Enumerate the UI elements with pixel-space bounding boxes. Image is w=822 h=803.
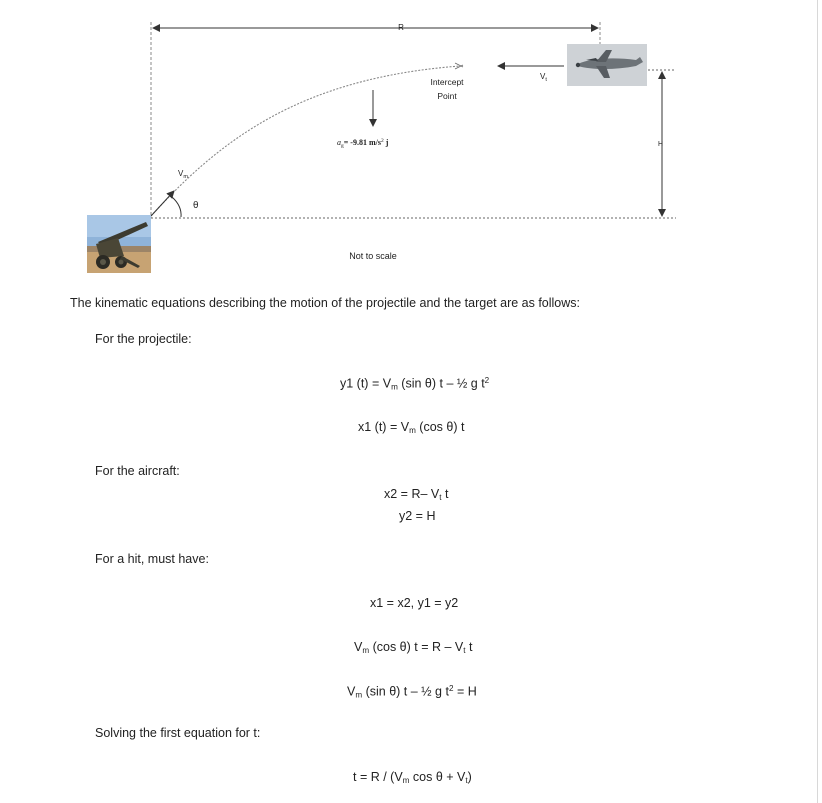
aircraft-photo <box>567 44 647 86</box>
angle-label: θ <box>193 201 199 211</box>
projectile-heading: For the projectile: <box>95 332 192 346</box>
muzzle-velocity-arrow <box>151 191 174 216</box>
equation-x1-subscript: m <box>409 426 416 436</box>
intercept-label-line2: Point <box>437 91 457 101</box>
equation-e2-part1: V <box>347 684 356 699</box>
hit-heading: For a hit, must have: <box>95 552 209 566</box>
gravity-value: = -9.81 m/s <box>343 138 381 147</box>
intro-paragraph: The kinematic equations describing the motion of the projectile and the target are as follows: <box>70 296 581 310</box>
range-label: R <box>398 23 404 32</box>
equation-x1 <box>358 420 464 435</box>
cannon-photo <box>87 215 151 273</box>
projectile-diagram <box>0 0 822 300</box>
equation-y1-part2: (sin θ) t – ½ g t <box>397 376 485 391</box>
equation-e1-part1: V <box>354 640 363 654</box>
equation-x2 <box>384 487 448 502</box>
equation-e2 <box>347 684 477 700</box>
equation-e1-part2: (cos θ) t = R – V <box>369 640 464 654</box>
equation-x2-part1: x2 = R– V <box>384 487 440 501</box>
equation-e1-subscript2: t <box>463 646 466 656</box>
intercept-label-line1: Intercept <box>430 77 464 87</box>
height-label: H <box>658 141 664 148</box>
equation-t-part2: cos θ + V <box>409 770 466 784</box>
gravity-a: a <box>337 138 341 147</box>
equation-x1-part1: x1 (t) = V <box>358 420 410 434</box>
target-velocity-symbol: V <box>540 72 546 81</box>
equation-e1-subscript1: m <box>362 646 370 656</box>
equation-e2-part2: (sin θ) t – ½ g t <box>362 684 449 699</box>
solve-heading: Solving the first equation for t: <box>95 726 261 740</box>
intercept-marker <box>455 63 463 69</box>
equation-condition: x1 = x2, y1 = y2 <box>370 596 459 610</box>
angle-arc <box>172 197 181 217</box>
equation-t-part3: ) <box>467 770 472 784</box>
equation-e2-part3: = H <box>453 684 477 699</box>
trajectory-curve <box>151 66 460 216</box>
equation-y1-part1: y1 (t) = V <box>340 376 392 391</box>
equation-t-part1: t = R / (V <box>353 770 403 784</box>
equation-t-subscript1: m <box>402 776 410 786</box>
gravity-unit: j <box>383 138 389 147</box>
equation-x2-subscript: t <box>439 493 442 503</box>
muzzle-velocity-subscript: m <box>183 174 188 180</box>
muzzle-velocity-label <box>178 169 188 180</box>
equation-t-subscript2: t <box>465 776 468 786</box>
equation-y2: y2 = H <box>399 509 436 523</box>
equation-y1-subscript: m <box>391 382 398 392</box>
equation-y1 <box>340 376 489 392</box>
gravity-exp: 2 <box>380 138 384 144</box>
equation-x2-part2: t <box>441 487 449 501</box>
aircraft-heading: For the aircraft: <box>95 464 180 478</box>
gravity-label <box>337 138 389 149</box>
equation-e2-subscript: m <box>355 690 363 700</box>
equation-y1-superscript: 2 <box>484 376 490 385</box>
equation-t <box>353 770 472 785</box>
target-velocity-label <box>540 72 547 83</box>
scale-note: Not to scale <box>349 251 397 261</box>
equation-e2-superscript: 2 <box>448 684 454 693</box>
equation-e1 <box>354 640 472 655</box>
equation-x1-part2: (cos θ) t <box>415 420 465 434</box>
muzzle-velocity-symbol: V <box>178 169 184 178</box>
gravity-sub: g <box>341 143 344 149</box>
target-velocity-subscript: t <box>545 77 547 83</box>
equation-e1-part3: t <box>465 640 473 654</box>
